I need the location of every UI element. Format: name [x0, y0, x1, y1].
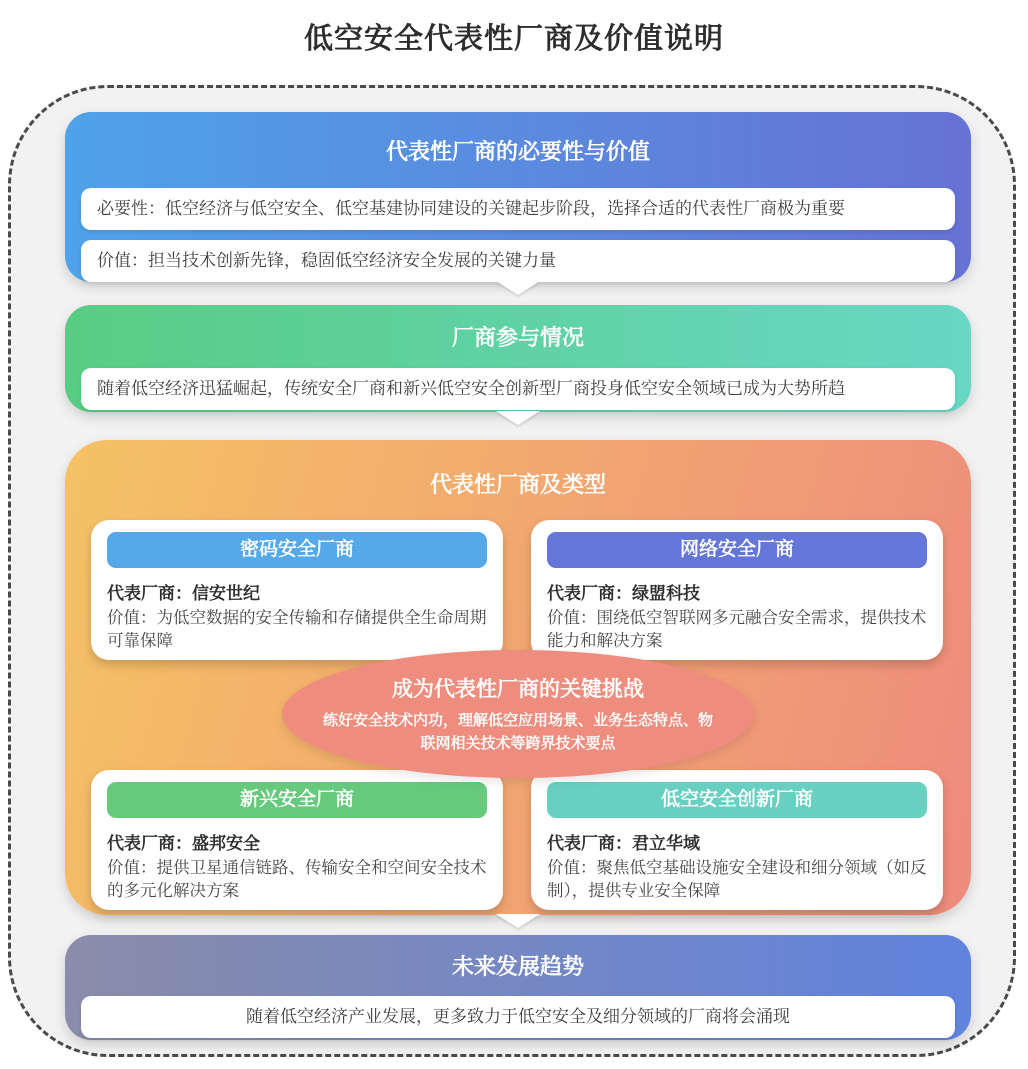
vendor-name-line: 代表厂商：盛邦安全: [107, 834, 260, 853]
vendor-name-line: 代表厂商：绿盟科技: [547, 584, 700, 603]
connector-arrow-down: [496, 411, 540, 425]
vendor-value-line: 价值：聚焦低空基础设施安全建设和细分领域（如反制），提供专业安全保障: [547, 859, 927, 900]
value-row: 价值：担当技术创新先锋，稳固低空经济安全发展的关键力量: [81, 240, 955, 282]
section-participation-title: 厂商参与情况: [451, 325, 584, 350]
section-vendor-types-title: 代表性厂商及类型: [429, 472, 606, 497]
vendor-value-line: 价值：提供卫星通信链路、传输安全和空间安全技术的多元化解决方案: [107, 859, 487, 900]
vendor-card-innovation: [531, 770, 943, 910]
section-necessity-title: 代表性厂商的必要性与价值: [385, 139, 650, 164]
challenge-title: 成为代表性厂商的关键挑战: [392, 678, 644, 701]
dashed-outer-frame: [8, 85, 1016, 1057]
section-necessity-value: [65, 112, 971, 282]
vendor-name-line: 代表厂商：君立华域: [547, 834, 700, 853]
section-future-trends-title: 未来发展趋势: [451, 954, 584, 979]
vendor-value-line: 价值：为低空数据的安全传输和存储提供全生命周期可靠保障: [107, 609, 487, 650]
section-participation: [65, 305, 971, 412]
future-trend-row: 随着低空经济产业发展，更多致力于低空安全及细分领域的厂商将会涌现: [81, 996, 955, 1038]
page-title: 低空安全代表性厂商及价值说明: [303, 23, 724, 55]
vendor-card-emerging: [91, 770, 503, 910]
vendor-card-crypto: [91, 520, 503, 660]
vendor-card-network-header: 网络安全厂商: [547, 532, 927, 568]
vendor-name-line: 代表厂商：信安世纪: [107, 584, 260, 603]
vendor-card-emerging-header: 新兴安全厂商: [107, 782, 487, 818]
connector-arrow-down: [496, 914, 540, 928]
section-vendor-types: [65, 440, 971, 915]
vendor-card-innovation-header: 低空安全创新厂商: [547, 782, 927, 818]
participation-row: 随着低空经济迅猛崛起，传统安全厂商和新兴低空安全创新型厂商投身低空安全领域已成为大势所趋: [81, 368, 955, 410]
vendor-value-line: 价值：围绕低空智联网多元融合安全需求，提供技术能力和解决方案: [547, 609, 927, 650]
section-future-trends: [65, 935, 971, 1040]
vendor-card-crypto-header: 密码安全厂商: [107, 532, 487, 568]
challenge-ellipse: [282, 650, 754, 778]
connector-arrow-down: [496, 281, 540, 295]
vendor-card-network: [531, 520, 943, 660]
necessity-row: 必要性：低空经济与低空安全、低空基建协同建设的关键起步阶段，选择合适的代表性厂商极为重要: [81, 188, 955, 230]
challenge-text: 练好安全技术内功，理解低空应用场景、业务生态特点、物联网相关技术等跨界技术要点: [323, 712, 714, 752]
